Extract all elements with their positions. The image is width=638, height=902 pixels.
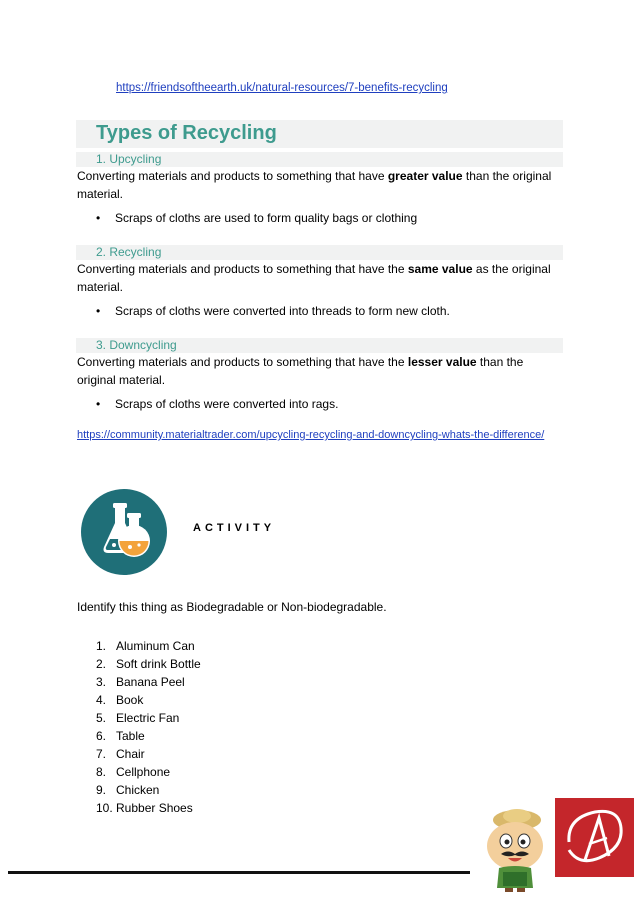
footer-rule [8, 871, 470, 874]
paragraph-recycling: Converting materials and products to something that have the same value as the original material. [77, 262, 551, 294]
list-item: 10. Rubber Shoes [96, 801, 193, 815]
section-title: Types of Recycling [96, 122, 277, 144]
list-item: 4. Book [96, 693, 144, 707]
subheading-recycling: 2. Recycling [96, 245, 162, 259]
item-list [96, 637, 201, 817]
activity-label: ACTIVITY [193, 522, 276, 534]
bullet-upcycling: • Scraps of cloths are used to form quality bags or clothing [96, 211, 418, 225]
bullet-downcycling: • Scraps of cloths were converted into rags. [96, 397, 339, 411]
paragraph-downcycling: Converting materials and products to something that have the lesser value than the original material. [77, 355, 524, 387]
list-item: 5. Electric Fan [96, 711, 180, 725]
list-item: 8. Cellphone [96, 765, 171, 779]
subheading-upcycling: 1. Upcycling [96, 152, 162, 166]
source-link-top[interactable]: https://friendsoftheearth.uk/natural-resources/7-benefits-recycling [116, 82, 448, 94]
brand-logo [555, 798, 634, 877]
source-link-bottom[interactable]: https://community.materialtrader.com/upcycling-recycling-and-downcycling-whats-the-difference/ [77, 429, 545, 441]
lab-flasks-icon [81, 489, 167, 575]
mascot-illustration [481, 808, 551, 892]
list-item: 9. Chicken [96, 783, 160, 797]
bullet-recycling: • Scraps of cloths were converted into threads to form new cloth. [96, 304, 450, 318]
list-item: 1. Aluminum Can [96, 639, 195, 653]
list-item: 2. Soft drink Bottle [96, 657, 201, 671]
activity-instruction: Identify this thing as Biodegradable or Non-biodegradable. [77, 600, 387, 614]
subheading-downcycling: 3. Downcycling [96, 338, 177, 352]
list-item: 6. Table [96, 729, 145, 743]
paragraph-upcycling: Converting materials and products to something that have greater value than the original material. [77, 169, 552, 201]
list-item: 3. Banana Peel [96, 675, 185, 689]
list-item: 7. Chair [96, 747, 145, 761]
